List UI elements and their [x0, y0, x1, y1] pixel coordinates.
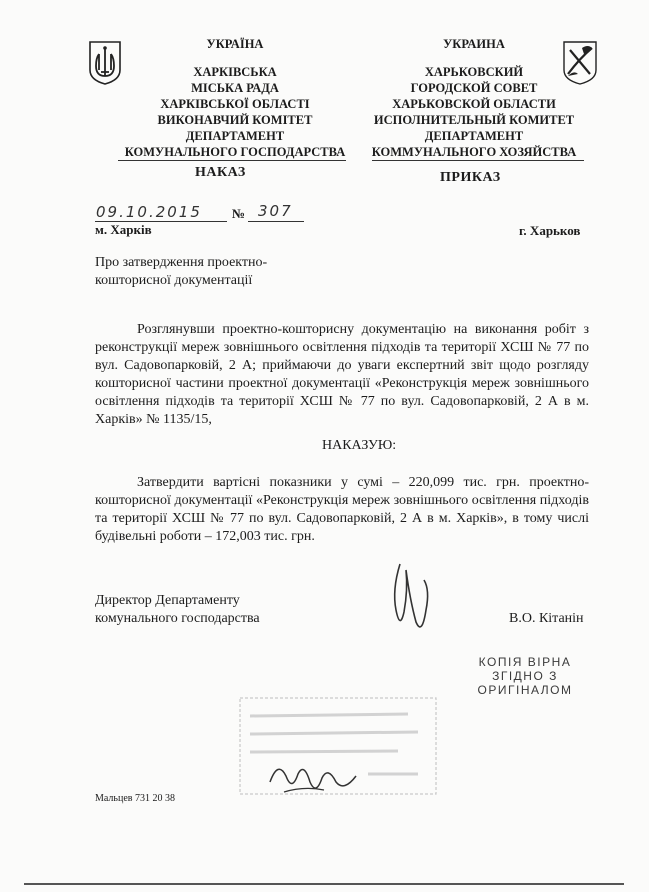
header-left-line: КОМУНАЛЬНОГО ГОСПОДАРСТВА [124, 145, 346, 159]
doc-type-ru: ПРИКАЗ [440, 170, 501, 185]
order-number-label: № [232, 206, 246, 221]
position-line: Директор Департаменту [95, 593, 240, 608]
header-left-country: УКРАЇНА [206, 37, 264, 51]
subject-line: кошторисної документації [95, 273, 253, 288]
director-signature-icon [386, 560, 434, 640]
copy-stamp-line: КОПІЯ ВІРНА [478, 655, 572, 669]
header-right-country: УКРАИНА [443, 37, 505, 51]
header-left-line: ВИКОНАВЧИЙ КОМІТЕТ [157, 113, 313, 127]
city-left: м. Харків [95, 222, 152, 237]
header-left-line: ДЕПАРТАМЕНТ [185, 129, 285, 143]
body-paragraph-1: Розглянувши проектно-кошторисну документацію на виконання робіт з реконструкції мереж зовнішнього освітлення підходів та території ХСШ № 77 по вул. Садовопарковій, 2 А; приймаючи до уваги експертний звіт щодо розгляду кошторисної частини проектної документації «Реконструкція мереж зовнішнього освітлення підходів та території ХСШ № 77 по вул. Садовопарковій, 2 А в м. Харків» № 1135/15, [95, 322, 589, 427]
header-right [358, 36, 590, 160]
header-right-line: ДЕПАРТАМЕНТ [424, 129, 524, 143]
header-right-line: ХАРЬКОВСКОЙ ОБЛАСТИ [392, 97, 556, 111]
number-underline [248, 221, 304, 222]
header-left-line: МІСЬКА РАДА [191, 81, 279, 95]
header-right-line: ХАРЬКОВСКИЙ [424, 65, 524, 79]
position-line: комунального господарства [95, 611, 260, 626]
doc-type-ua: НАКАЗ [195, 165, 246, 180]
header-left-line: ХАРКІВСЬКОЇ ОБЛАСТІ [160, 97, 310, 111]
city-right: г. Харьков [519, 223, 581, 238]
order-subject [95, 254, 345, 290]
order-word: НАКАЗУЮ: [322, 438, 397, 453]
executor-contact: Мальцев 731 20 38 [95, 793, 175, 804]
signatory-name: В.О. Кітанін [509, 611, 584, 626]
header-left [110, 36, 360, 160]
certifier-signature-icon [264, 752, 364, 802]
copy-stamp-line: ЗГІДНО З [492, 669, 558, 683]
body-paragraph-2: Затвердити вартісні показники у сумі – 220,099 тис. грн. проектно-кошторисної документації «Реконструкція мереж зовнішнього освітлення підходів та території ХСШ № 77 по вул. Садовопарковій, 2 А в м. Харків», в тому числі будівельні роботи – 172,003 тис. грн. [95, 475, 589, 544]
header-right-rule [372, 160, 584, 161]
page-bottom-edge [24, 883, 624, 885]
order-date: 09.10.2015 [96, 203, 202, 221]
copy-stamp-line: ОРИГІНАЛОМ [477, 683, 573, 697]
order-number: 307 [258, 202, 293, 220]
header-right-line: ГОРОДСКОЙ СОВЕТ [410, 81, 538, 95]
header-right-line: КОММУНАЛЬНОГО ХОЗЯЙСТВА [371, 145, 577, 159]
signature-position [95, 592, 355, 628]
subject-line: Про затвердження проектно- [95, 255, 268, 270]
copy-stamp [470, 655, 580, 697]
header-left-rule [118, 160, 346, 161]
header-left-line: ХАРКІВСЬКА [193, 65, 277, 79]
header-right-line: ИСПОЛНИТЕЛЬНЫЙ КОМИТЕТ [373, 113, 575, 127]
